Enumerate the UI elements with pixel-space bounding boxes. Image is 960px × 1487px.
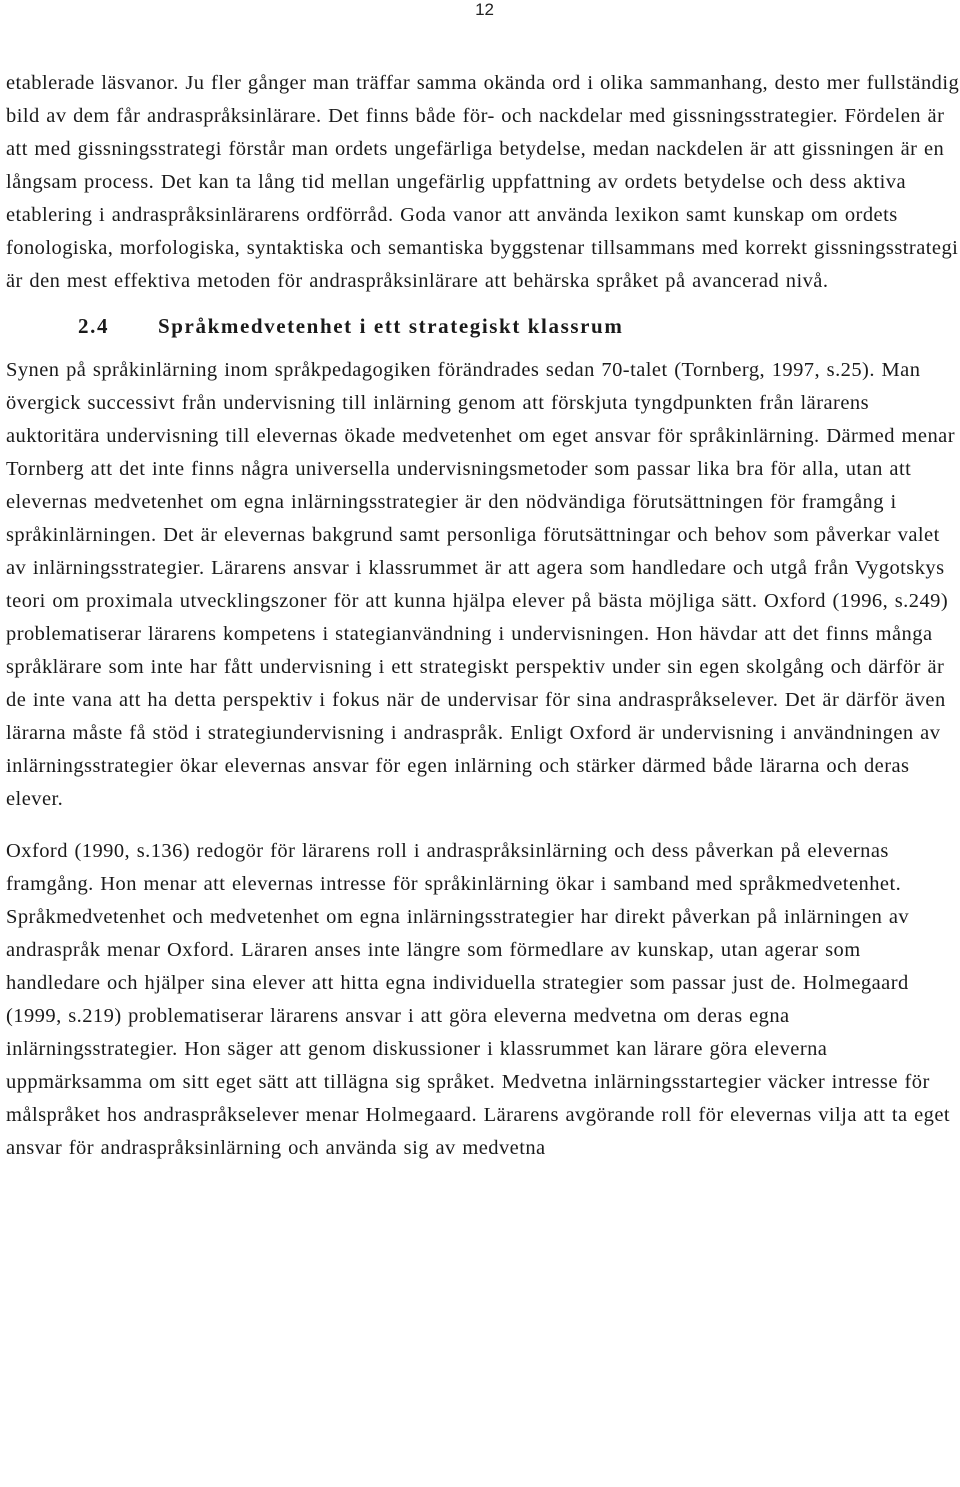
paragraph-gap [6,816,960,835]
section-title: Språkmedvetenhet i ett strategiskt klassrum [158,314,624,338]
section-heading [6,310,960,342]
paragraph-1: etablerade läsvanor. Ju fler gånger man träffar samma okända ord i olika sammanhang, desto mer fullständig bild av dem får andraspråksinlärare. Det finns både för- och nackdelar med gissningsstrategier. Fördelen är att med gissningsstrategi förstår man ordets ungefärliga betydelse, medan nackdelen är att gissningen är en långsam process. Det kan ta lång tid mellan ungefärlig uppfattning av ordets betydelse och dess aktiva etablering i andraspråksinlärarens ordförråd. Goda vanor att använda lexikon samt kunskap om ordets fonologiska, morfologiska, syntaktiska och semantiska byggstenar tillsammans med korrekt gissningsstrategi är den mest effektiva metoden för andraspråksinlärare att behärska språket på avancerad nivå. [6,72,960,292]
paragraph-2: Synen på språkinlärning inom språkpedagogiken förändrades sedan 70-talet (Tornberg, 1997, s.25). Man övergick successivt från undervisning till inlärning genom att förskjuta tyngdpunkten från lärarens auktoritära undervisning till elevernas ökade medvetenhet om eget ansvar för språkinlärning. Därmed menar Tornberg att det inte finns några universella undervisningsmetoder som passar lika bra för alla, utan att elevernas medvetenhet om egna inlärningsstrategier är den nödvändiga förutsättningen för framgång i språkinlärningen. Det är elevernas bakgrund samt personliga förutsättningar och behov som påverkar valet av inlärningsstrategier. Lärarens ansvar i klassrummet är att agera som handledare och utgå från Vygotskys teori om proximala utvecklingszoner för att kunna hjälpa elever på bästa möjliga sätt. Oxford (1996, s.249) problematiserar lärarens kompetens i stategianvändning i undervisningen. Hon hävdar att det finns många språklärare som inte har fått undervisning i ett strategiskt perspektiv under sin egen skolgång och därför är de inte vana att ha detta perspektiv i fokus när de undervisar för sina andraspråkselever. Det är därför även lärarna måste få stöd i strategiundervisning i andraspråk. Enligt Oxford är undervisning i användningen av inlärningsstrategier ökar elevernas ansvar för egen inlärning och stärker därmed både lärarna och deras elever. [6,359,955,810]
paragraph-3: Oxford (1990, s.136) redogör för lärarens roll i andraspråksinlärning och dess påverkan på elevernas framgång. Hon menar att elevernas intresse för språkinlärning ökar i samband med språkmedvetenhet. Språkmedvetenhet och medvetenhet om egna inlärningsstrategier har direkt påverkan på inlärningen av andraspråk menar Oxford. Läraren anses inte längre som förmedlare av kunskap, utan agerar som handledare och hjälper sina elever att hitta egna individuella strategier som passar just de. Holmegaard (1999, s.219) problematiserar lärarens ansvar i att göra eleverna medvetna om deras egna inlärningsstrategier. Hon säger att genom diskussioner i klassrummet kan lärare göra eleverna uppmärksamma om sitt eget sätt att tillägna sig språket. Medvetna inlärningsstartegier väcker intresse för målspråket hos andraspråkselever menar Holmegaard. Lärarens avgörande roll för elevernas vilja att ta eget ansvar för andraspråksinlärning och använda sig av medvetna [6,840,951,1159]
document-body [6,67,960,1165]
page-number: 12 [475,0,494,19]
section-number: 2.4 [78,314,110,338]
